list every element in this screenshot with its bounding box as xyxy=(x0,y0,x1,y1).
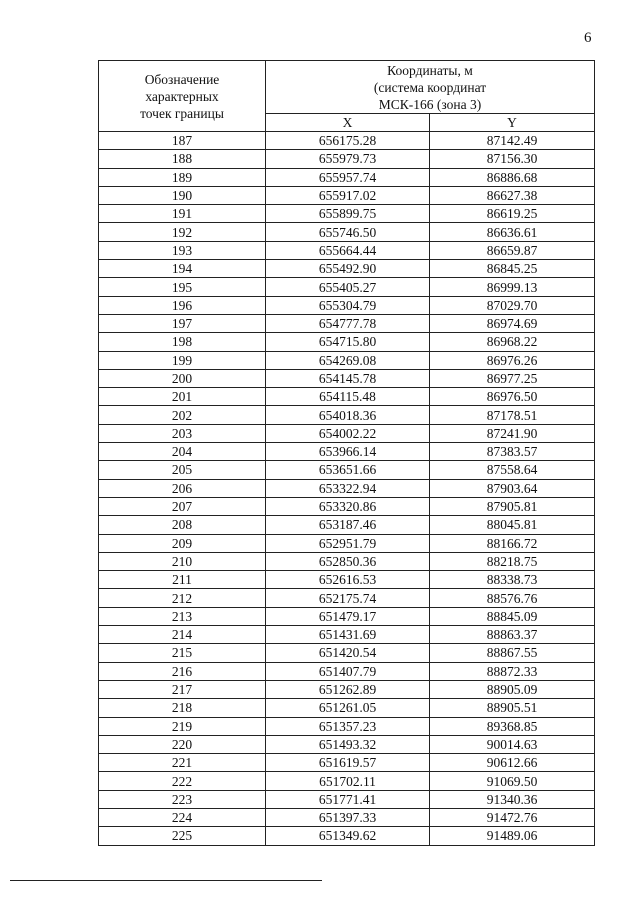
x-cell: 655746.50 xyxy=(266,223,430,241)
point-cell: 200 xyxy=(99,369,266,387)
x-header: X xyxy=(266,114,430,132)
y-cell: 88905.51 xyxy=(430,699,595,717)
point-cell: 195 xyxy=(99,278,266,296)
table-row xyxy=(99,516,595,534)
point-cell: 191 xyxy=(99,205,266,223)
point-cell: 211 xyxy=(99,571,266,589)
coord-header-line: МСК-166 (зона 3) xyxy=(378,96,482,112)
table-row xyxy=(99,406,595,424)
point-cell: 203 xyxy=(99,424,266,442)
x-cell: 655899.75 xyxy=(266,205,430,223)
x-cell: 655664.44 xyxy=(266,241,430,259)
point-cell: 212 xyxy=(99,589,266,607)
table-row xyxy=(99,644,595,662)
footnote-divider xyxy=(10,880,322,881)
table-row xyxy=(99,443,595,461)
coordinates-table xyxy=(98,60,595,846)
y-cell: 87241.90 xyxy=(430,424,595,442)
y-cell: 88845.09 xyxy=(430,607,595,625)
table-row xyxy=(99,534,595,552)
table-row xyxy=(99,497,595,515)
point-cell: 188 xyxy=(99,150,266,168)
x-cell: 651702.11 xyxy=(266,772,430,790)
point-cell: 196 xyxy=(99,296,266,314)
table-row xyxy=(99,754,595,772)
table-row xyxy=(99,150,595,168)
y-cell: 86636.61 xyxy=(430,223,595,241)
table-row xyxy=(99,571,595,589)
point-header-line: характерных xyxy=(145,88,219,104)
y-cell: 86976.26 xyxy=(430,351,595,369)
x-cell: 653187.46 xyxy=(266,516,430,534)
x-cell: 651619.57 xyxy=(266,754,430,772)
point-cell: 192 xyxy=(99,223,266,241)
y-cell: 88338.73 xyxy=(430,571,595,589)
point-cell: 208 xyxy=(99,516,266,534)
point-cell: 223 xyxy=(99,790,266,808)
y-cell: 86619.25 xyxy=(430,205,595,223)
y-cell: 87383.57 xyxy=(430,443,595,461)
table-row xyxy=(99,369,595,387)
table-row xyxy=(99,186,595,204)
point-cell: 217 xyxy=(99,680,266,698)
y-cell: 86974.69 xyxy=(430,314,595,332)
x-cell: 651397.33 xyxy=(266,808,430,826)
point-cell: 214 xyxy=(99,626,266,644)
coord-header-line: Координаты, м xyxy=(387,62,473,78)
point-cell: 199 xyxy=(99,351,266,369)
page-number: 6 xyxy=(584,30,592,46)
x-cell: 651261.05 xyxy=(266,699,430,717)
y-cell: 91472.76 xyxy=(430,808,595,826)
table-row xyxy=(99,260,595,278)
point-cell: 204 xyxy=(99,443,266,461)
point-cell: 216 xyxy=(99,662,266,680)
table-row xyxy=(99,205,595,223)
y-cell: 88872.33 xyxy=(430,662,595,680)
x-cell: 654777.78 xyxy=(266,314,430,332)
point-cell: 201 xyxy=(99,388,266,406)
table-row xyxy=(99,333,595,351)
y-cell: 91489.06 xyxy=(430,827,595,845)
x-cell: 654145.78 xyxy=(266,369,430,387)
y-cell: 91069.50 xyxy=(430,772,595,790)
x-cell: 655492.90 xyxy=(266,260,430,278)
y-cell: 86627.38 xyxy=(430,186,595,204)
y-cell: 87903.64 xyxy=(430,479,595,497)
point-cell: 187 xyxy=(99,132,266,150)
table-row xyxy=(99,479,595,497)
point-cell: 209 xyxy=(99,534,266,552)
y-cell: 86968.22 xyxy=(430,333,595,351)
x-cell: 653651.66 xyxy=(266,461,430,479)
table-row xyxy=(99,388,595,406)
table-body xyxy=(99,132,595,846)
x-cell: 653322.94 xyxy=(266,479,430,497)
point-cell: 213 xyxy=(99,607,266,625)
y-cell: 86999.13 xyxy=(430,278,595,296)
point-cell: 210 xyxy=(99,552,266,570)
table-row xyxy=(99,790,595,808)
x-cell: 652175.74 xyxy=(266,589,430,607)
table-row xyxy=(99,626,595,644)
y-cell: 87178.51 xyxy=(430,406,595,424)
y-cell: 88576.76 xyxy=(430,589,595,607)
y-cell: 87142.49 xyxy=(430,132,595,150)
point-header xyxy=(99,61,266,132)
table-row xyxy=(99,808,595,826)
x-cell: 655304.79 xyxy=(266,296,430,314)
point-cell: 222 xyxy=(99,772,266,790)
table-row xyxy=(99,314,595,332)
point-cell: 202 xyxy=(99,406,266,424)
point-cell: 220 xyxy=(99,735,266,753)
x-cell: 654115.48 xyxy=(266,388,430,406)
table-row xyxy=(99,461,595,479)
table-row xyxy=(99,717,595,735)
x-cell: 652951.79 xyxy=(266,534,430,552)
point-cell: 225 xyxy=(99,827,266,845)
point-cell: 205 xyxy=(99,461,266,479)
point-header-line: точек границы xyxy=(140,105,224,121)
point-cell: 193 xyxy=(99,241,266,259)
y-cell: 86659.87 xyxy=(430,241,595,259)
y-cell: 86977.25 xyxy=(430,369,595,387)
y-cell: 91340.36 xyxy=(430,790,595,808)
x-cell: 651479.17 xyxy=(266,607,430,625)
point-cell: 197 xyxy=(99,314,266,332)
table-row xyxy=(99,552,595,570)
table-row xyxy=(99,241,595,259)
x-cell: 654018.36 xyxy=(266,406,430,424)
y-cell: 88867.55 xyxy=(430,644,595,662)
table-row xyxy=(99,296,595,314)
x-cell: 652850.36 xyxy=(266,552,430,570)
y-cell: 90014.63 xyxy=(430,735,595,753)
point-cell: 198 xyxy=(99,333,266,351)
x-cell: 654715.80 xyxy=(266,333,430,351)
table-row xyxy=(99,680,595,698)
table-row xyxy=(99,662,595,680)
x-cell: 653320.86 xyxy=(266,497,430,515)
point-cell: 190 xyxy=(99,186,266,204)
table-row xyxy=(99,772,595,790)
x-cell: 651493.32 xyxy=(266,735,430,753)
y-cell: 88045.81 xyxy=(430,516,595,534)
x-cell: 653966.14 xyxy=(266,443,430,461)
x-cell: 651420.54 xyxy=(266,644,430,662)
point-cell: 221 xyxy=(99,754,266,772)
x-cell: 655405.27 xyxy=(266,278,430,296)
table-header xyxy=(99,61,595,132)
y-cell: 90612.66 xyxy=(430,754,595,772)
point-header-line: Обозначение xyxy=(144,71,220,87)
x-cell: 651771.41 xyxy=(266,790,430,808)
table-row xyxy=(99,589,595,607)
point-cell: 218 xyxy=(99,699,266,717)
x-cell: 652616.53 xyxy=(266,571,430,589)
y-cell: 89368.85 xyxy=(430,717,595,735)
point-cell: 194 xyxy=(99,260,266,278)
table-row xyxy=(99,424,595,442)
y-cell: 88166.72 xyxy=(430,534,595,552)
x-cell: 654269.08 xyxy=(266,351,430,369)
table-row xyxy=(99,351,595,369)
table-row xyxy=(99,223,595,241)
table-row xyxy=(99,132,595,150)
y-cell: 88218.75 xyxy=(430,552,595,570)
point-cell: 207 xyxy=(99,497,266,515)
point-cell: 219 xyxy=(99,717,266,735)
coordinates-header xyxy=(266,61,595,114)
y-cell: 87029.70 xyxy=(430,296,595,314)
table-row xyxy=(99,278,595,296)
table-row xyxy=(99,168,595,186)
y-cell: 87156.30 xyxy=(430,150,595,168)
x-cell: 655917.02 xyxy=(266,186,430,204)
point-cell: 224 xyxy=(99,808,266,826)
y-cell: 87905.81 xyxy=(430,497,595,515)
x-cell: 651349.62 xyxy=(266,827,430,845)
table-row xyxy=(99,735,595,753)
x-cell: 655957.74 xyxy=(266,168,430,186)
y-cell: 88863.37 xyxy=(430,626,595,644)
point-cell: 189 xyxy=(99,168,266,186)
x-cell: 656175.28 xyxy=(266,132,430,150)
coord-header-line: (система координат xyxy=(373,79,487,95)
table-row xyxy=(99,699,595,717)
y-cell: 88905.09 xyxy=(430,680,595,698)
y-cell: 86845.25 xyxy=(430,260,595,278)
point-cell: 206 xyxy=(99,479,266,497)
y-cell: 87558.64 xyxy=(430,461,595,479)
x-cell: 651357.23 xyxy=(266,717,430,735)
table-row xyxy=(99,827,595,845)
x-cell: 651262.89 xyxy=(266,680,430,698)
y-header: Y xyxy=(430,114,595,132)
point-cell: 215 xyxy=(99,644,266,662)
x-cell: 651431.69 xyxy=(266,626,430,644)
x-cell: 654002.22 xyxy=(266,424,430,442)
x-cell: 651407.79 xyxy=(266,662,430,680)
table-row xyxy=(99,607,595,625)
y-cell: 86886.68 xyxy=(430,168,595,186)
x-cell: 655979.73 xyxy=(266,150,430,168)
y-cell: 86976.50 xyxy=(430,388,595,406)
